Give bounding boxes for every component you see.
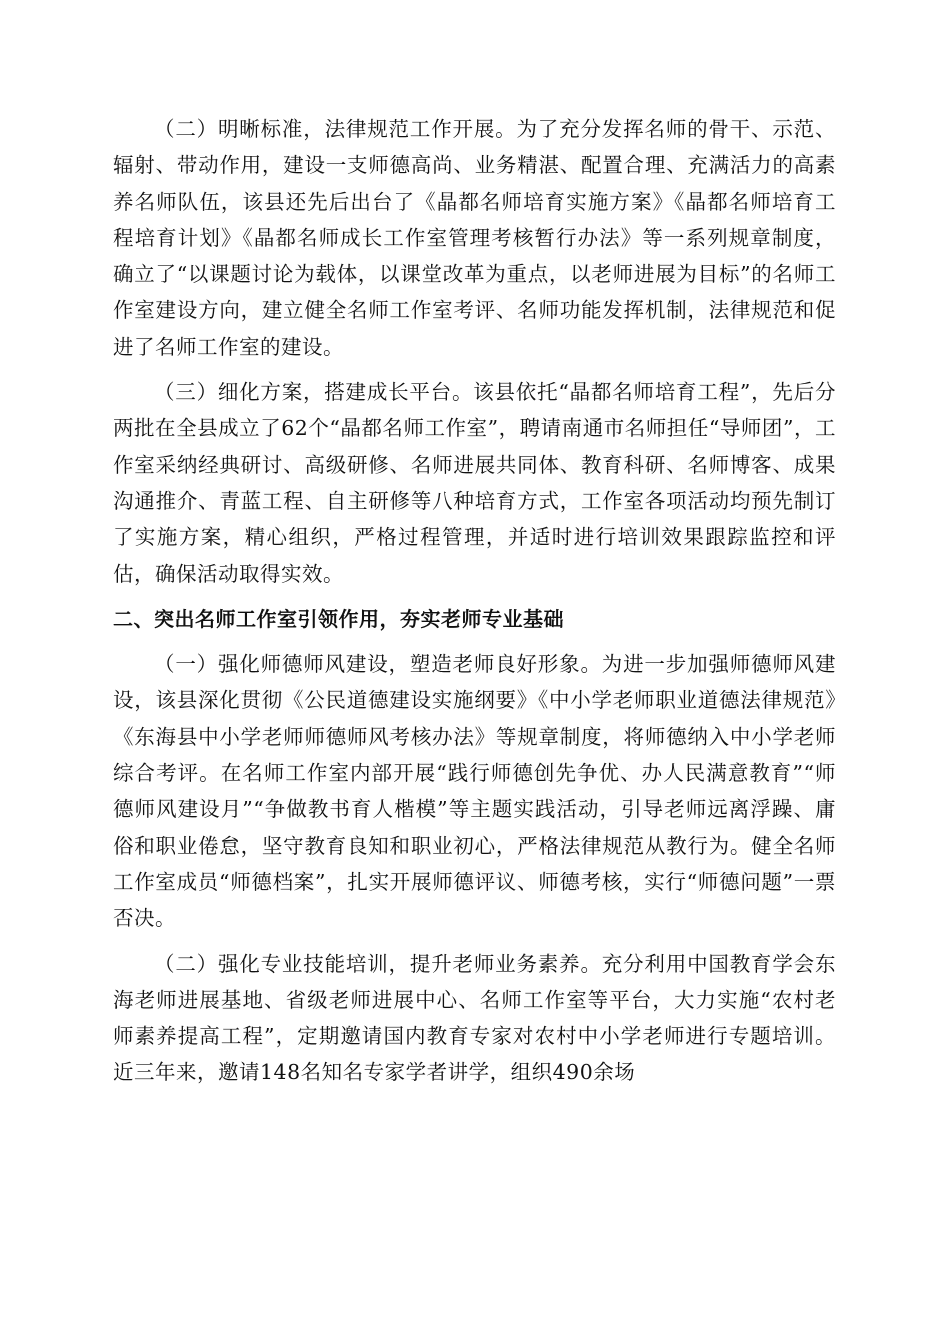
paragraph-standards: （二）明晰标准，法律规范工作开展。为了充分发挥名师的骨干、示范、辐射、带动作用，建设一支师德高尚、业务精湛、配置合理、充满活力的高素养名师队伍，该县还先后出台了《晶都名师培育实施方案》《晶都名师培育工程培育计划》《晶都名师成长工作室管理考核暂行办法》等一系列规章制度，确立了“以课题讨论为载体，以课堂改革为重点，以老师进展为目标”的名师工作室建设方向，建立健全名师工作室考评、名师功能发挥机制，法律规范和促进了名师工作室的建设。 (113, 117, 836, 359)
document-body (113, 111, 836, 1091)
section-heading: 二、突出名师工作室引领作用，夯实老师专业基础 (113, 606, 564, 631)
paragraph-plan: （三）细化方案，搭建成长平台。该县依托“晶都名师培育工程”，先后分两批在全县成立了62个“晶都名师工作室”，聘请南通市名师担任“导师团”，工作室采纳经典研讨、高级研修、名师进展共同体、教育科研、名师博客、成果沟通推介、青蓝工程、自主研修等八种培育方式，工作室各项活动均预先制订了实施方案，精心组织，严格过程管理，并适时进行培训效果跟踪监控和评估，确保活动取得实效。 (113, 380, 836, 586)
paragraph-ethics: （一）强化师德师风建设，塑造老师良好形象。为进一步加强师德师风建设，该县深化贯彻《公民道德建设实施纲要》《中小学老师职业道德法律规范》《东海县中小学老师师德师风考核办法》等规章制度，将师德纳入中小学老师综合考评。在名师工作室内部开展“践行师德创先争优、办人民满意教育”“师德师风建设月”“争做教书育人楷模”等主题实践活动，引导老师远离浮躁、庸俗和职业倦怠，坚守教育良知和职业初心，严格法律规范从教行为。健全名师工作室成员“师德档案”，扎实开展师德评议、师德考核，实行“师德问题”一票否决。 (113, 652, 836, 931)
paragraph-training: （二）强化专业技能培训，提升老师业务素养。充分利用中国教育学会东海老师进展基地、省级老师进展中心、名师工作室等平台，大力实施“农村老师素养提高工程”，定期邀请国内教育专家对农村中小学老师进行专题培训。近三年来，邀请148名知名专家学者讲学，组织490余场 (113, 951, 836, 1085)
